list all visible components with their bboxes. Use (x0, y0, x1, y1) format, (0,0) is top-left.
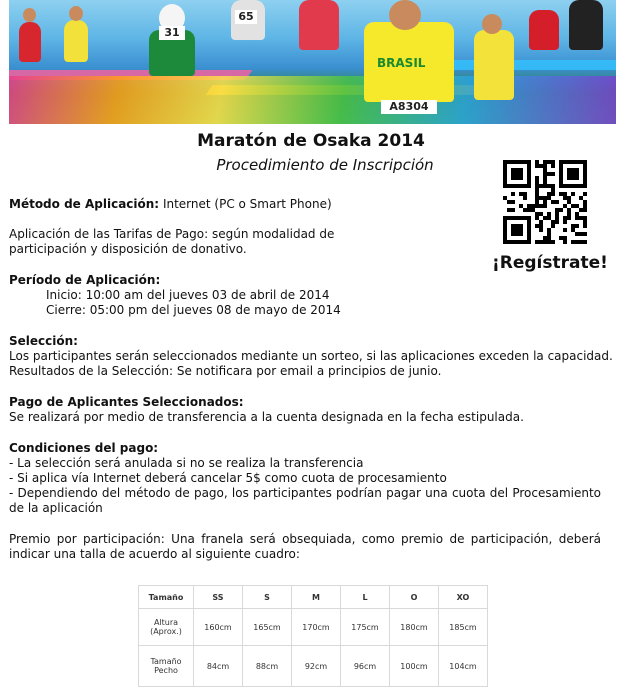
height-label-line-1: Altura (153, 618, 179, 627)
size-header-label: Tamaño (139, 586, 194, 609)
page-subtitle: Procedimiento de Inscripción (216, 156, 434, 174)
chest-cell: 104cm (439, 646, 488, 687)
chest-row-label (139, 646, 194, 687)
chest-label-line-2: Pecho (154, 666, 178, 675)
selection-label: Selección: (9, 334, 78, 348)
chest-cell: 100cm (390, 646, 439, 687)
height-cell: 175cm (341, 609, 390, 646)
height-cell: 185cm (439, 609, 488, 646)
chest-label-line-1: Tamaño (150, 657, 182, 666)
chest-cell: 92cm (292, 646, 341, 687)
method-value: Internet (PC o Smart Phone) (162, 197, 332, 211)
marathon-banner-image (9, 0, 616, 124)
runner-bib: 65 (235, 10, 257, 24)
selection-line-1: Los participantes serán seleccionados mediante un sorteo, si las aplicaciones exceden la capacidad. (9, 349, 613, 363)
size-table-height-row (139, 609, 488, 646)
height-row-label (139, 609, 194, 646)
size-cell: O (390, 586, 439, 609)
size-table (138, 585, 488, 687)
chest-cell: 88cm (243, 646, 292, 687)
chest-cell: 96cm (341, 646, 390, 687)
chest-cell: 84cm (194, 646, 243, 687)
period-label: Período de Aplicación: (9, 273, 161, 287)
height-label-line-2: (Aprox.) (150, 627, 182, 636)
size-cell: M (292, 586, 341, 609)
size-cell: XO (439, 586, 488, 609)
size-cell: SS (194, 586, 243, 609)
payment-label: Pago de Aplicantes Seleccionados: (9, 395, 244, 409)
size-cell: L (341, 586, 390, 609)
fees-line-1: Aplicación de las Tarifas de Pago: según modalidad de (9, 227, 335, 241)
period-start: Inicio: 10:00 am del jueves 03 de abril de 2014 (46, 288, 330, 302)
qr-code-icon[interactable] (503, 160, 587, 244)
method-row (9, 197, 332, 212)
prize-text: Premio por participación: Una franela será obsequiada, como premio de participación, deberá indicar una talla de acuerdo al siguiente cuadro: (9, 532, 601, 561)
method-label: Método de Aplicación: (9, 197, 160, 211)
condition-2: - Si aplica vía Internet deberá cancelar 5$ como cuota de procesamiento (9, 471, 447, 485)
conditions-label: Condiciones del pago: (9, 441, 159, 455)
size-cell: S (243, 586, 292, 609)
fees-line-2: participación y disposición de donativo. (9, 242, 247, 256)
selection-line-2: Resultados de la Selección: Se notificara por email a principios de junio. (9, 364, 442, 378)
height-cell: 160cm (194, 609, 243, 646)
runner-bib: 31 (159, 26, 185, 40)
payment-line: Se realizará por medio de transferencia a la cuenta designada en la fecha estipulada. (9, 410, 524, 424)
height-cell: 180cm (390, 609, 439, 646)
register-call-to-action[interactable]: ¡Regístrate! (492, 253, 608, 273)
condition-1: - La selección será anulada si no se realiza la transferencia (9, 456, 364, 470)
period-end: Cierre: 05:00 pm del jueves 08 de mayo de 2014 (46, 303, 341, 317)
size-table-chest-row (139, 646, 488, 687)
height-cell: 170cm (292, 609, 341, 646)
condition-3: - Dependiendo del método de pago, los participantes podrían pagar una cuota del Procesamiento de la aplicación (9, 486, 601, 515)
size-table-header-row (139, 586, 488, 609)
height-cell: 165cm (243, 609, 292, 646)
runner-bib: A8304 (381, 100, 437, 114)
page-title: Maratón de Osaka 2014 (197, 131, 425, 151)
shirt-print: BRASIL (377, 56, 426, 70)
